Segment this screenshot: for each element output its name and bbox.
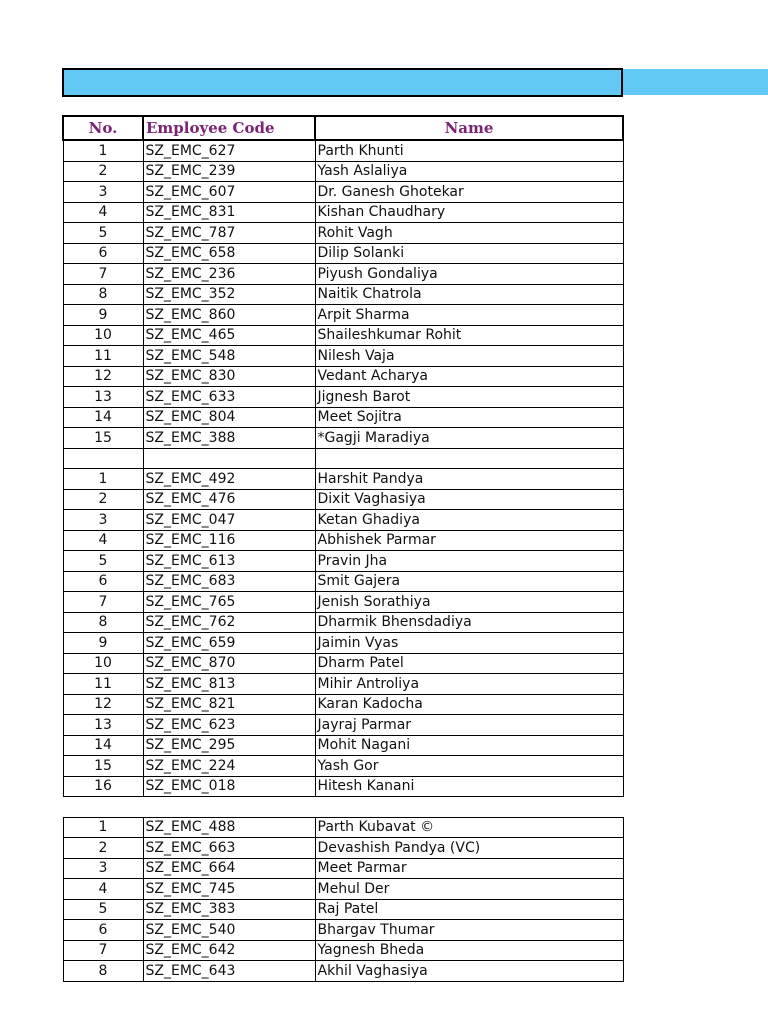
empty-cell bbox=[315, 448, 623, 469]
no-cell: 11 bbox=[63, 674, 143, 695]
no-cell: 3 bbox=[63, 510, 143, 531]
no-cell: 5 bbox=[63, 223, 143, 244]
no-cell: 8 bbox=[63, 284, 143, 305]
name-cell: Piyush Gondaliya bbox=[315, 264, 623, 285]
no-cell: 9 bbox=[63, 305, 143, 326]
table-row bbox=[63, 735, 623, 756]
group-separator-row bbox=[63, 797, 623, 818]
table-row bbox=[63, 264, 623, 285]
header-no: No. bbox=[63, 116, 143, 140]
table-row bbox=[63, 776, 623, 797]
table-row bbox=[63, 366, 623, 387]
name-cell: Dharmik Bhensdadiya bbox=[315, 612, 623, 633]
title-bar bbox=[62, 68, 623, 97]
name-cell: Smit Gajera bbox=[315, 571, 623, 592]
table-row bbox=[63, 879, 623, 900]
table-row bbox=[63, 305, 623, 326]
name-cell: Dr. Ganesh Ghotekar bbox=[315, 182, 623, 203]
name-cell: Kishan Chaudhary bbox=[315, 202, 623, 223]
header-row bbox=[63, 116, 623, 140]
no-cell: 16 bbox=[63, 776, 143, 797]
table-row bbox=[63, 469, 623, 490]
table-row bbox=[63, 961, 623, 982]
employee-code-cell: SZ_EMC_623 bbox=[143, 715, 315, 736]
empty-cell bbox=[63, 448, 143, 469]
name-cell: Vedant Acharya bbox=[315, 366, 623, 387]
employee-code-cell: SZ_EMC_352 bbox=[143, 284, 315, 305]
no-cell: 1 bbox=[63, 140, 143, 161]
employee-code-cell: SZ_EMC_762 bbox=[143, 612, 315, 633]
empty-cell bbox=[143, 797, 315, 818]
no-cell: 7 bbox=[63, 940, 143, 961]
no-cell: 5 bbox=[63, 551, 143, 572]
name-cell: Naitik Chatrola bbox=[315, 284, 623, 305]
name-cell: Meet Sojitra bbox=[315, 407, 623, 428]
table-row bbox=[63, 715, 623, 736]
table-row bbox=[63, 325, 623, 346]
table-row bbox=[63, 140, 623, 161]
header-employee-code: Employee Code bbox=[143, 116, 315, 140]
name-cell: Nilesh Vaja bbox=[315, 346, 623, 367]
employee-code-cell: SZ_EMC_813 bbox=[143, 674, 315, 695]
name-cell: *Gagji Maradiya bbox=[315, 428, 623, 449]
employee-code-cell: SZ_EMC_642 bbox=[143, 940, 315, 961]
table-row bbox=[63, 920, 623, 941]
no-cell: 6 bbox=[63, 571, 143, 592]
employee-code-cell: SZ_EMC_663 bbox=[143, 838, 315, 859]
table-row bbox=[63, 899, 623, 920]
name-cell: Bhargav Thumar bbox=[315, 920, 623, 941]
table-row bbox=[63, 530, 623, 551]
name-cell: Harshit Pandya bbox=[315, 469, 623, 490]
no-cell: 10 bbox=[63, 653, 143, 674]
employee-code-cell: SZ_EMC_831 bbox=[143, 202, 315, 223]
employee-code-cell: SZ_EMC_607 bbox=[143, 182, 315, 203]
no-cell: 12 bbox=[63, 694, 143, 715]
employee-code-cell: SZ_EMC_236 bbox=[143, 264, 315, 285]
name-cell: Yash Aslaliya bbox=[315, 161, 623, 182]
no-cell: 8 bbox=[63, 961, 143, 982]
employee-table bbox=[62, 115, 624, 982]
name-cell: Meet Parmar bbox=[315, 858, 623, 879]
employee-code-cell: SZ_EMC_658 bbox=[143, 243, 315, 264]
no-cell: 15 bbox=[63, 428, 143, 449]
header-color-band bbox=[622, 69, 768, 95]
no-cell: 11 bbox=[63, 346, 143, 367]
employee-code-cell: SZ_EMC_821 bbox=[143, 694, 315, 715]
employee-code-cell: SZ_EMC_627 bbox=[143, 140, 315, 161]
employee-code-cell: SZ_EMC_224 bbox=[143, 756, 315, 777]
no-cell: 2 bbox=[63, 838, 143, 859]
no-cell: 7 bbox=[63, 592, 143, 613]
employee-code-cell: SZ_EMC_239 bbox=[143, 161, 315, 182]
name-cell: Yash Gor bbox=[315, 756, 623, 777]
no-cell: 6 bbox=[63, 243, 143, 264]
employee-code-cell: SZ_EMC_295 bbox=[143, 735, 315, 756]
no-cell: 4 bbox=[63, 202, 143, 223]
name-cell: Akhil Vaghasiya bbox=[315, 961, 623, 982]
empty-cell bbox=[143, 448, 315, 469]
employee-code-cell: SZ_EMC_488 bbox=[143, 817, 315, 838]
employee-code-cell: SZ_EMC_804 bbox=[143, 407, 315, 428]
no-cell: 13 bbox=[63, 387, 143, 408]
header-name: Name bbox=[315, 116, 623, 140]
table-row bbox=[63, 489, 623, 510]
no-cell: 4 bbox=[63, 879, 143, 900]
no-cell: 8 bbox=[63, 612, 143, 633]
empty-cell bbox=[315, 797, 623, 818]
table-row bbox=[63, 346, 623, 367]
table-row bbox=[63, 592, 623, 613]
name-cell: Mehul Der bbox=[315, 879, 623, 900]
employee-code-cell: SZ_EMC_492 bbox=[143, 469, 315, 490]
no-cell: 4 bbox=[63, 530, 143, 551]
employee-code-cell: SZ_EMC_860 bbox=[143, 305, 315, 326]
no-cell: 1 bbox=[63, 469, 143, 490]
name-cell: Jaimin Vyas bbox=[315, 633, 623, 654]
no-cell: 2 bbox=[63, 161, 143, 182]
no-cell: 3 bbox=[63, 858, 143, 879]
no-cell: 1 bbox=[63, 817, 143, 838]
table-row bbox=[63, 182, 623, 203]
table-row bbox=[63, 612, 623, 633]
name-cell: Parth Khunti bbox=[315, 140, 623, 161]
name-cell: Rohit Vagh bbox=[315, 223, 623, 244]
table-row bbox=[63, 674, 623, 695]
table-row bbox=[63, 858, 623, 879]
name-cell: Devashish Pandya (VC) bbox=[315, 838, 623, 859]
no-cell: 14 bbox=[63, 407, 143, 428]
name-cell: Dixit Vaghasiya bbox=[315, 489, 623, 510]
employee-code-cell: SZ_EMC_659 bbox=[143, 633, 315, 654]
name-cell: Jignesh Barot bbox=[315, 387, 623, 408]
table-row bbox=[63, 838, 623, 859]
name-cell: Mohit Nagani bbox=[315, 735, 623, 756]
name-cell: Ketan Ghadiya bbox=[315, 510, 623, 531]
name-cell: Parth Kubavat © bbox=[315, 817, 623, 838]
employee-code-cell: SZ_EMC_388 bbox=[143, 428, 315, 449]
table-row bbox=[63, 387, 623, 408]
name-cell: Hitesh Kanani bbox=[315, 776, 623, 797]
name-cell: Jayraj Parmar bbox=[315, 715, 623, 736]
name-cell: Yagnesh Bheda bbox=[315, 940, 623, 961]
employee-code-cell: SZ_EMC_613 bbox=[143, 551, 315, 572]
no-cell: 9 bbox=[63, 633, 143, 654]
no-cell: 2 bbox=[63, 489, 143, 510]
name-cell: Shaileshkumar Rohit bbox=[315, 325, 623, 346]
table-row bbox=[63, 243, 623, 264]
name-cell: Dilip Solanki bbox=[315, 243, 623, 264]
employee-code-cell: SZ_EMC_018 bbox=[143, 776, 315, 797]
table-row bbox=[63, 756, 623, 777]
group-separator-row bbox=[63, 448, 623, 469]
employee-code-cell: SZ_EMC_745 bbox=[143, 879, 315, 900]
employee-code-cell: SZ_EMC_787 bbox=[143, 223, 315, 244]
no-cell: 14 bbox=[63, 735, 143, 756]
name-cell: Raj Patel bbox=[315, 899, 623, 920]
table-row bbox=[63, 223, 623, 244]
employee-code-cell: SZ_EMC_633 bbox=[143, 387, 315, 408]
table-body bbox=[63, 140, 623, 981]
table-row bbox=[63, 407, 623, 428]
table-row bbox=[63, 633, 623, 654]
table-row bbox=[63, 653, 623, 674]
no-cell: 6 bbox=[63, 920, 143, 941]
no-cell: 7 bbox=[63, 264, 143, 285]
employee-code-cell: SZ_EMC_047 bbox=[143, 510, 315, 531]
no-cell: 3 bbox=[63, 182, 143, 203]
table-row bbox=[63, 694, 623, 715]
no-cell: 10 bbox=[63, 325, 143, 346]
name-cell: Karan Kadocha bbox=[315, 694, 623, 715]
no-cell: 15 bbox=[63, 756, 143, 777]
no-cell: 12 bbox=[63, 366, 143, 387]
table-row bbox=[63, 551, 623, 572]
employee-code-cell: SZ_EMC_664 bbox=[143, 858, 315, 879]
name-cell: Jenish Sorathiya bbox=[315, 592, 623, 613]
name-cell: Pravin Jha bbox=[315, 551, 623, 572]
table-row bbox=[63, 202, 623, 223]
table-row bbox=[63, 428, 623, 449]
employee-code-cell: SZ_EMC_548 bbox=[143, 346, 315, 367]
employee-code-cell: SZ_EMC_643 bbox=[143, 961, 315, 982]
table-row bbox=[63, 510, 623, 531]
employee-code-cell: SZ_EMC_830 bbox=[143, 366, 315, 387]
name-cell: Arpit Sharma bbox=[315, 305, 623, 326]
employee-code-cell: SZ_EMC_116 bbox=[143, 530, 315, 551]
name-cell: Dharm Patel bbox=[315, 653, 623, 674]
employee-code-cell: SZ_EMC_683 bbox=[143, 571, 315, 592]
employee-code-cell: SZ_EMC_383 bbox=[143, 899, 315, 920]
employee-code-cell: SZ_EMC_870 bbox=[143, 653, 315, 674]
table-row bbox=[63, 817, 623, 838]
table-row bbox=[63, 161, 623, 182]
table-row bbox=[63, 940, 623, 961]
name-cell: Abhishek Parmar bbox=[315, 530, 623, 551]
employee-code-cell: SZ_EMC_476 bbox=[143, 489, 315, 510]
table-row bbox=[63, 284, 623, 305]
table-row bbox=[63, 571, 623, 592]
name-cell: Mihir Antroliya bbox=[315, 674, 623, 695]
no-cell: 5 bbox=[63, 899, 143, 920]
employee-code-cell: SZ_EMC_765 bbox=[143, 592, 315, 613]
empty-cell bbox=[63, 797, 143, 818]
employee-code-cell: SZ_EMC_465 bbox=[143, 325, 315, 346]
employee-code-cell: SZ_EMC_540 bbox=[143, 920, 315, 941]
no-cell: 13 bbox=[63, 715, 143, 736]
